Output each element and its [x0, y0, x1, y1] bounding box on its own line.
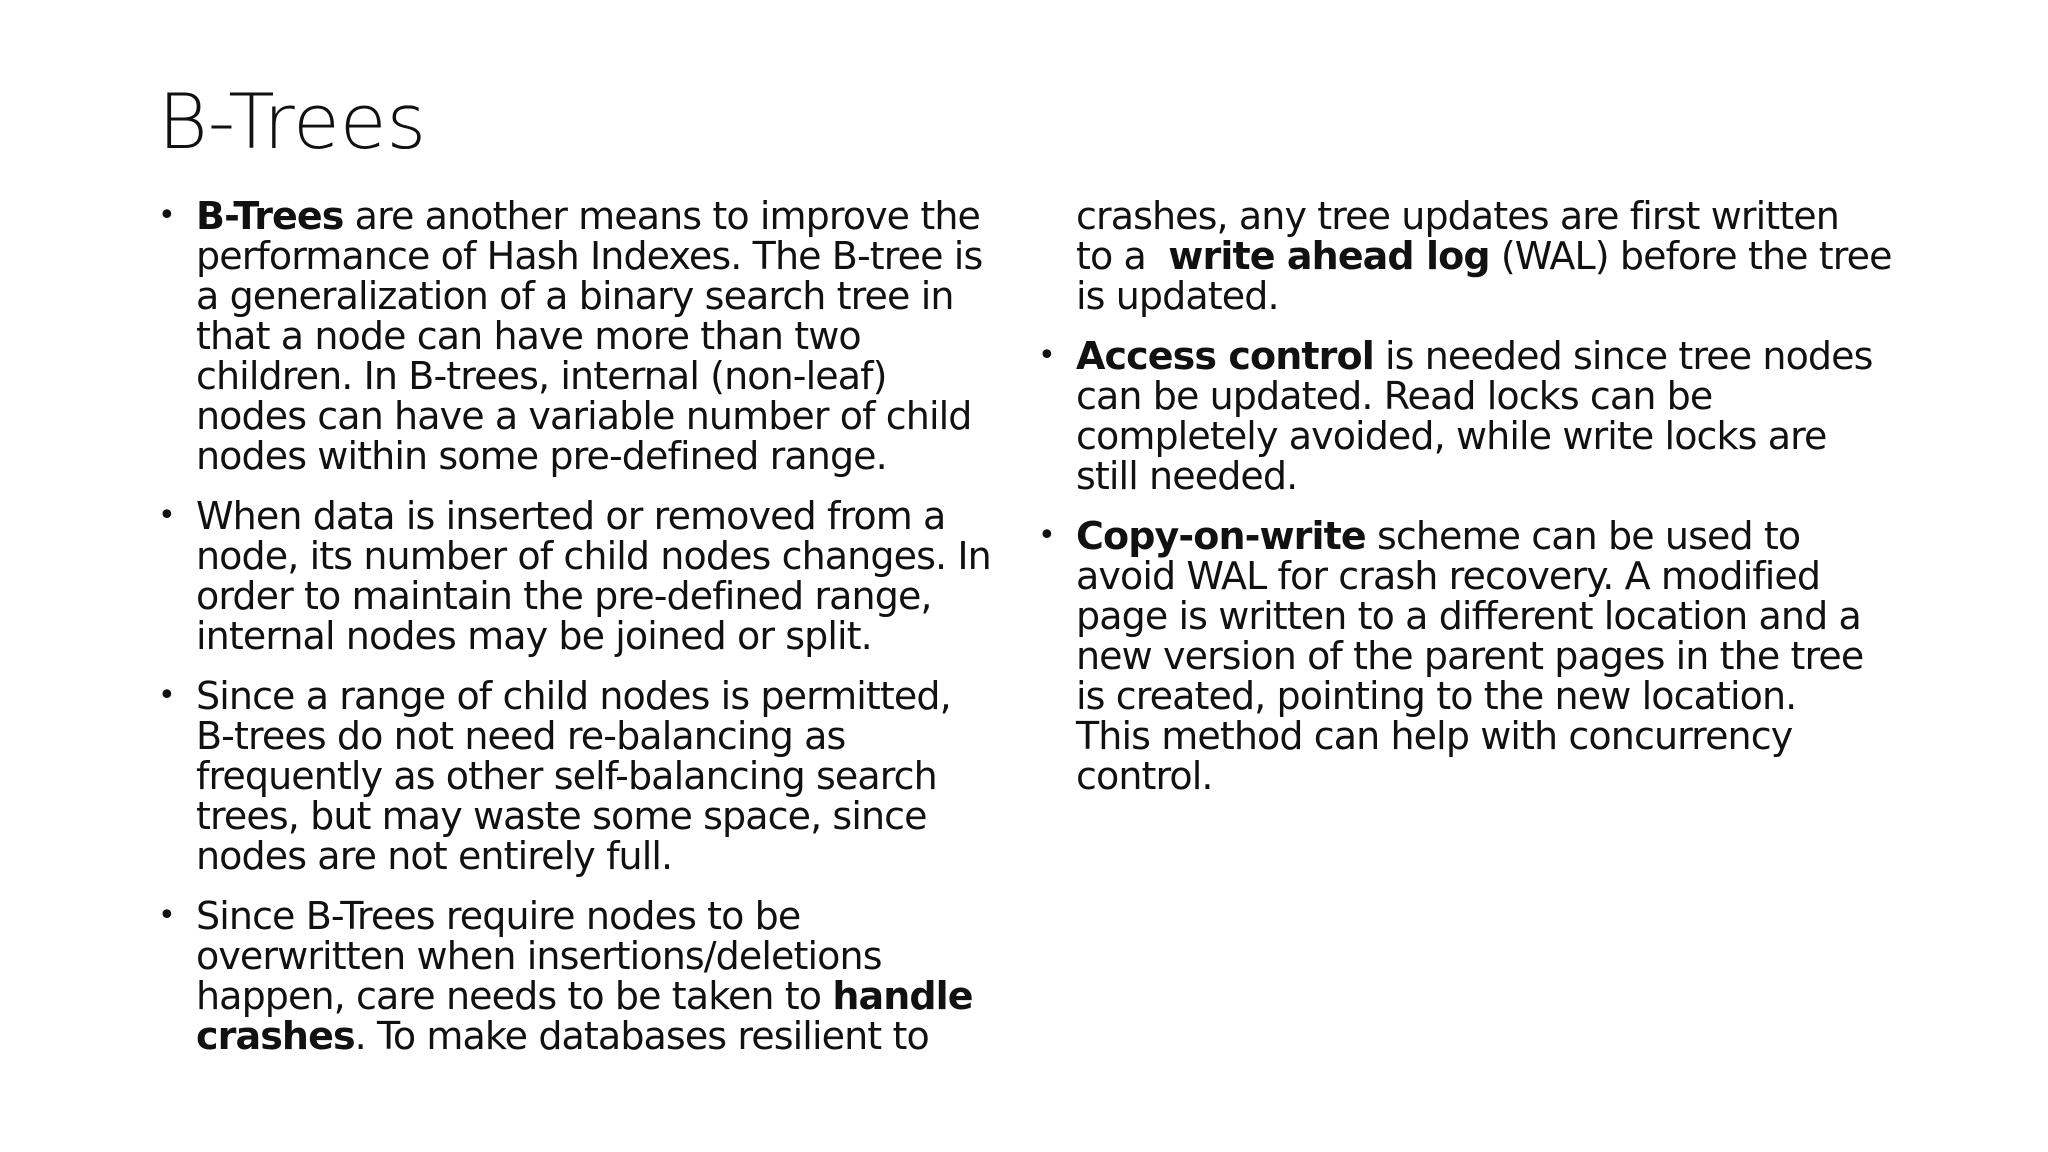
bold-term: handle	[832, 974, 973, 1018]
text-line: nodes can have a variable number of child	[196, 394, 972, 438]
text-line: When data is inserted or removed from a	[196, 494, 946, 538]
text-line: performance of Hash Indexes. The B-tree is	[196, 234, 983, 278]
text-line: can be updated. Read locks can be	[1076, 374, 1713, 418]
text-line: nodes within some pre-defined range.	[196, 434, 887, 478]
text-line: frequently as other self-balancing search	[196, 754, 937, 798]
text-line: new version of the parent pages in the tree	[1076, 634, 1864, 678]
text-line: page is written to a different location and a	[1076, 594, 1861, 638]
bold-term: Copy-on-write	[1076, 514, 1366, 558]
bullet-crashes-continued	[1030, 196, 1960, 316]
text-line	[196, 1016, 1050, 1056]
text-span: scheme can be used to	[1365, 514, 1801, 558]
text-line: children. In B-trees, internal (non-leaf)	[196, 354, 887, 398]
text-line	[196, 976, 1050, 1016]
text-line: crashes, any tree updates are first written	[1076, 194, 1839, 238]
text-line: control.	[1076, 754, 1213, 798]
text-line: Since a range of child nodes is permitted,	[196, 674, 951, 718]
slide-title: B-Trees	[158, 77, 427, 166]
text-line: B-trees do not need re-balancing as	[196, 714, 846, 758]
bullet-copy-on-write	[1030, 516, 1960, 796]
text-span: happen, care needs to be taken to	[196, 974, 833, 1018]
text-line: is created, pointing to the new location.	[1076, 674, 1797, 718]
bullet-dot: •	[1038, 338, 1055, 373]
text-line: nodes are not entirely full.	[196, 834, 673, 878]
bold-term: B-Trees	[196, 194, 344, 238]
bullet-access-control	[1030, 336, 1960, 496]
text-line: This method can help with concurrency	[1076, 714, 1793, 758]
bold-term: write ahead log	[1168, 234, 1490, 278]
text-line	[1076, 236, 1960, 276]
text-span: (WAL) before the tree	[1489, 234, 1892, 278]
bold-term: Access control	[1076, 334, 1374, 378]
text-line: overwritten when insertions/deletions	[196, 934, 882, 978]
bullet-dot: •	[158, 198, 175, 233]
text-line: is updated.	[1076, 274, 1279, 318]
text-line: Since B-Trees require nodes to be	[196, 894, 801, 938]
text-line: that a node can have more than two	[196, 314, 861, 358]
text-line: order to maintain the pre-defined range,	[196, 574, 932, 618]
text-line	[1076, 516, 1960, 556]
text-line: a generalization of a binary search tree in	[196, 274, 954, 318]
bold-term: crashes	[196, 1014, 355, 1058]
bullet-crashes	[150, 896, 1050, 1056]
left-column	[150, 196, 1050, 1076]
bullet-insert-remove	[150, 496, 1050, 656]
text-line	[196, 196, 1050, 236]
bullet-dot: •	[158, 898, 175, 933]
bullet-dot: •	[1038, 518, 1055, 553]
bullet-rebalancing	[150, 676, 1050, 876]
bullet-btrees-intro	[150, 196, 1050, 476]
text-line	[1076, 336, 1960, 376]
text-line: trees, but may waste some space, since	[196, 794, 927, 838]
text-line: internal nodes may be joined or split.	[196, 614, 872, 658]
text-span: to a	[1076, 234, 1169, 278]
text-line: node, its number of child nodes changes. In	[196, 534, 991, 578]
text-line: completely avoided, while write locks are	[1076, 414, 1827, 458]
text-span: . To make databases resilient to	[354, 1014, 929, 1058]
bullet-dot: •	[158, 498, 175, 533]
bullet-dot: •	[158, 678, 175, 713]
text-span: is needed since tree nodes	[1373, 334, 1873, 378]
text-span: are another means to improve the	[343, 194, 981, 238]
text-line: still needed.	[1076, 454, 1298, 498]
text-line: avoid WAL for crash recovery. A modified	[1076, 554, 1821, 598]
right-column	[1030, 196, 1960, 816]
